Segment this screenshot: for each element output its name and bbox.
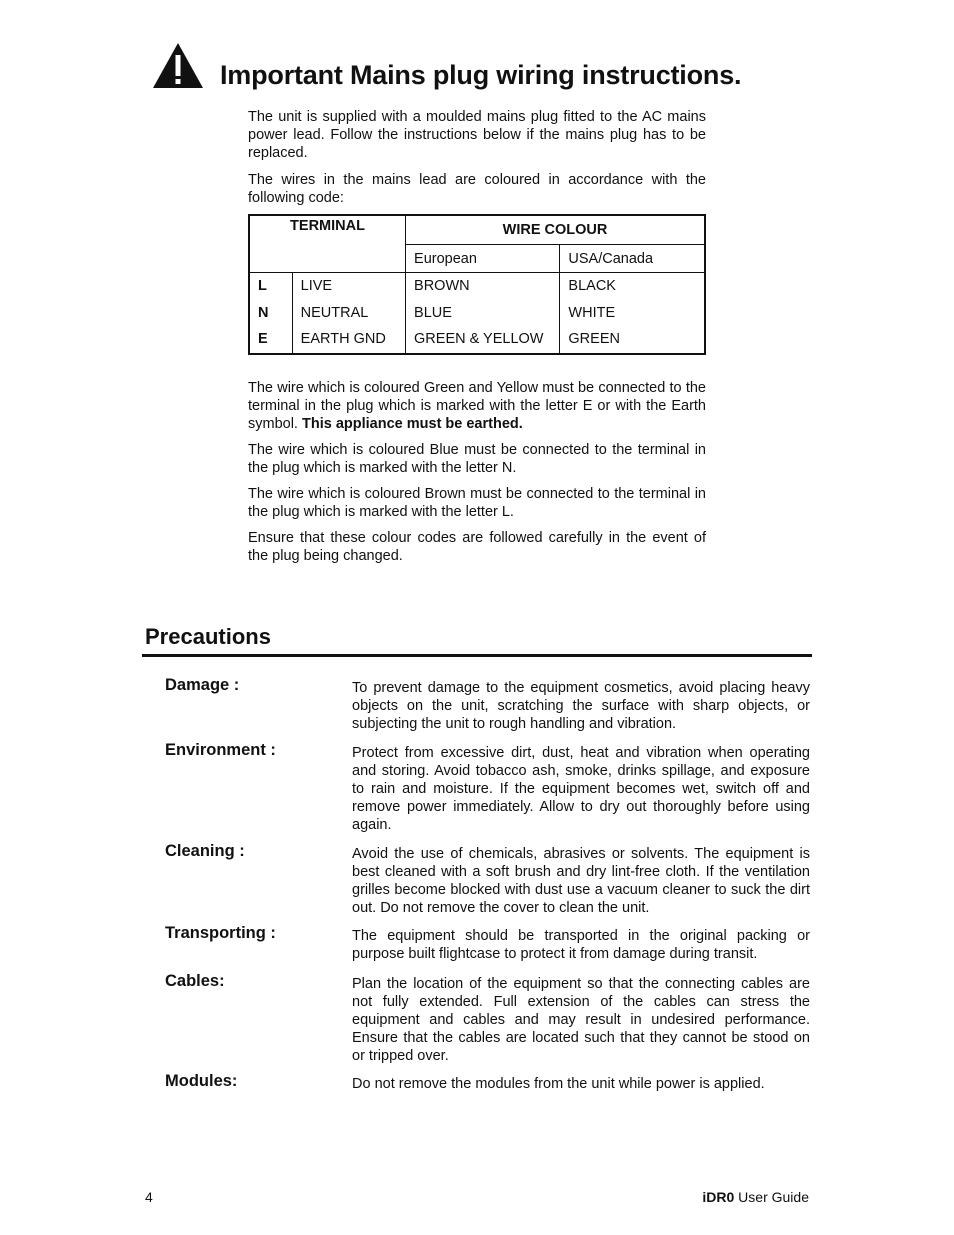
precautions-divider — [142, 654, 812, 657]
product-name: iDR0 — [702, 1189, 735, 1205]
terminal-letter: L — [249, 273, 292, 300]
warning-triangle-icon — [152, 42, 204, 90]
page-title: Important Mains plug wiring instructions. — [220, 60, 742, 90]
terminal-name: EARTH GND — [292, 326, 405, 354]
precaution-text: The equipment should be transported in the original packing or purpose built flightcase to protect it from damage during transit. — [352, 928, 810, 962]
table-row — [249, 300, 705, 327]
precaution-label: Environment : — [165, 741, 276, 759]
table-row — [249, 273, 705, 300]
earth-note-warning: This appliance must be earthed. — [302, 416, 523, 432]
european-colour: BLUE — [406, 300, 560, 327]
earth-note — [248, 379, 706, 433]
blue-wire-note: The wire which is coloured Blue must be connected to the terminal in the plug which is marked with the letter N. — [248, 442, 706, 476]
footer-title — [702, 1189, 809, 1205]
precautions-heading: Precautions — [145, 624, 271, 649]
earth-note-text: The wire which is coloured Green and Yellow must be connected to the terminal in the plug which is marked with the letter E or with the Earth symbol. — [248, 380, 706, 432]
wire-colour-table — [248, 214, 706, 355]
european-colour: BROWN — [406, 273, 560, 300]
table-header-row — [249, 215, 705, 245]
intro-paragraph: The wires in the mains lead are coloured in accordance with the following code: — [248, 172, 706, 206]
usa-colour: WHITE — [560, 300, 705, 327]
precaution-text: Do not remove the modules from the unit while power is applied. — [352, 1076, 765, 1092]
guide-label: User Guide — [734, 1189, 809, 1205]
precaution-label: Cleaning : — [165, 842, 245, 860]
usa-colour: GREEN — [560, 326, 705, 354]
terminal-letter: N — [258, 304, 269, 321]
precaution-text: Avoid the use of chemicals, abrasives or solvents. The equipment is best cleaned with a soft brush and dry lint-free cloth. If the ventilation grilles become blocked with dust use a vacuum cleaner to suck the dirt out. Do not remove the cover to clean the unit. — [352, 846, 810, 916]
terminal-name: NEUTRAL — [292, 300, 405, 327]
header-terminal: TERMINAL — [290, 218, 365, 234]
page-number: 4 — [145, 1189, 153, 1205]
brown-wire-note: The wire which is coloured Brown must be connected to the terminal in the plug which is marked with the letter L. — [248, 486, 706, 520]
subheader-usa-canada: USA/Canada — [560, 245, 705, 273]
precaution-text: Plan the location of the equipment so that the connecting cables are not fully extended. Full extension of the cables can stress the equipment and cables and may result in undesired performance. Ensure that the cables are located such that they cannot be stood on or tripped over. — [352, 976, 810, 1064]
precaution-text: To prevent damage to the equipment cosmetics, avoid placing heavy objects on the unit, scratching the surface with sharp objects, or subjecting the unit to rough handling and vibration. — [352, 680, 810, 732]
wiring-notes — [248, 379, 706, 573]
subheader-european: European — [406, 245, 560, 273]
header-wire-colour: WIRE COLOUR — [406, 215, 705, 245]
precaution-label: Damage : — [165, 676, 240, 694]
intro-paragraph: The unit is supplied with a moulded mains plug fitted to the AC mains power lead. Follow the instructions below if the mains plug has to be replaced. — [248, 109, 706, 161]
precaution-text: Protect from excessive dirt, dust, heat and vibration when operating and storing. Avoid tobacco ash, smoke, drinks spillage, and exposure to rain and moisture. If the equipment becomes wet, switch off and remove power immediately. Allow to dry out thoroughly before using again. — [352, 745, 810, 833]
terminal-letter: E — [258, 331, 268, 348]
intro-section — [248, 108, 706, 216]
table-row — [249, 326, 705, 354]
precaution-label: Transporting : — [165, 924, 276, 942]
precaution-label: Cables: — [165, 972, 225, 990]
usa-colour: BLACK — [560, 273, 705, 300]
european-colour: GREEN & YELLOW — [406, 326, 560, 354]
terminal-name: LIVE — [292, 273, 405, 300]
colour-code-note: Ensure that these colour codes are followed carefully in the event of the plug being changed. — [248, 530, 706, 564]
precaution-label: Modules: — [165, 1072, 238, 1090]
